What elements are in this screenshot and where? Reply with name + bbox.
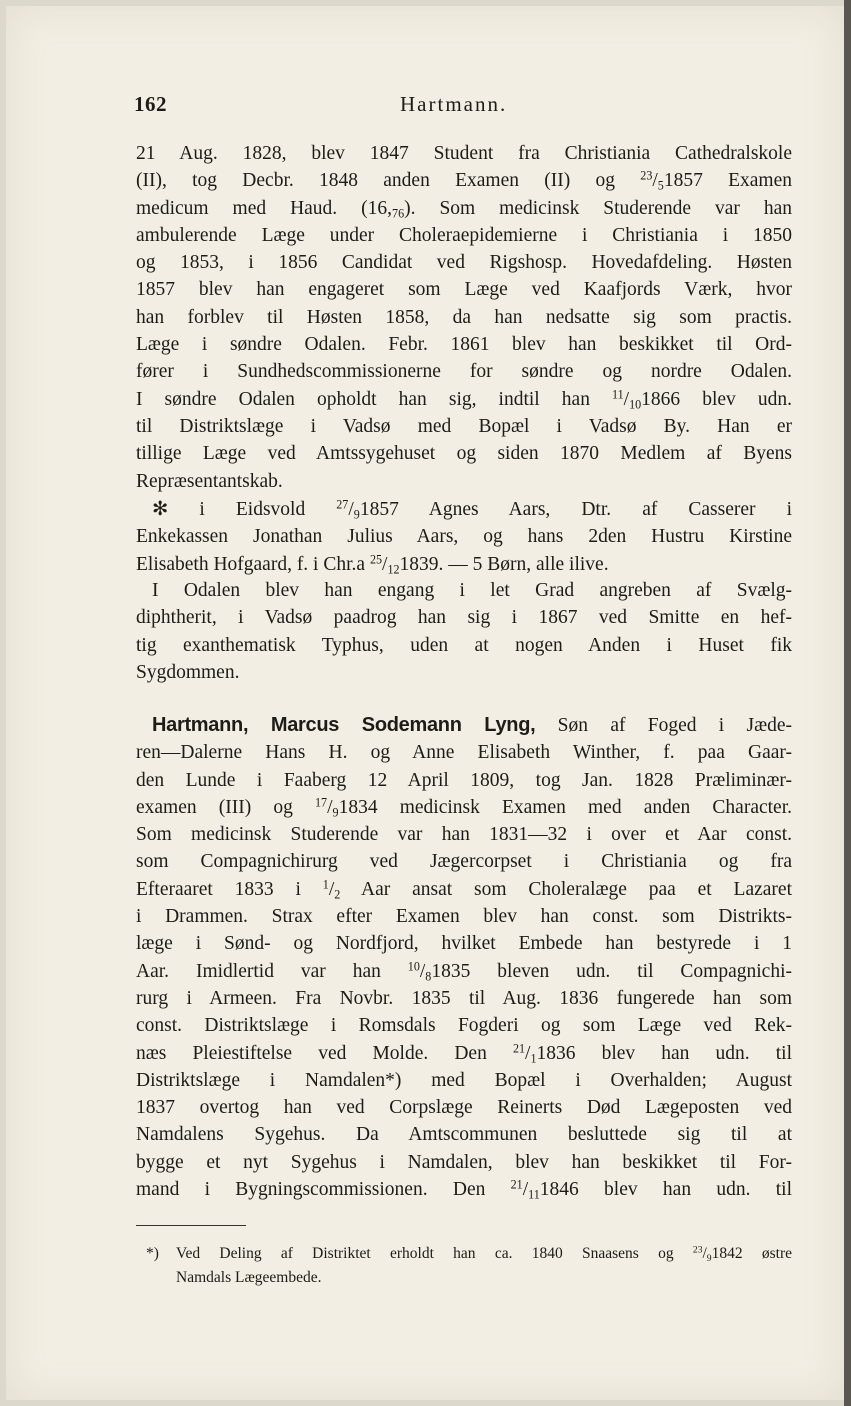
date-day: 27 bbox=[336, 497, 349, 512]
text-line: Distriktslæge i Namdalen*) med Bopæl i Overhalden; August bbox=[136, 1069, 792, 1091]
text-line bbox=[136, 167, 792, 194]
date-day: 23 bbox=[640, 168, 653, 183]
date-slash: / bbox=[382, 553, 388, 575]
text-segment: Aar ansat som Choleralæge paa et Lazaret bbox=[340, 878, 792, 900]
text-line: rurg i Armeen. Fra Novbr. 1835 til Aug. 1836 fungerede han som bbox=[136, 987, 792, 1009]
date-month: 1 bbox=[530, 1051, 537, 1066]
date-slash: / bbox=[522, 1179, 529, 1201]
text-line: fører i Sundhedscommissionerne for søndre og nordre Odalen. bbox=[136, 361, 792, 383]
text-segment: 1846 blev han udn. til bbox=[539, 1179, 792, 1201]
text-segment: ✻ i Eidsvold bbox=[152, 499, 337, 520]
text-line: bygge et nyt Sygehus i Namdalen, blev han beskikket til For- bbox=[136, 1151, 792, 1173]
date-slash: / bbox=[623, 388, 630, 410]
date-month: 10 bbox=[629, 397, 642, 412]
text-segment: examen (III) og bbox=[136, 796, 316, 818]
paragraph-career bbox=[136, 140, 792, 495]
date-day: 23 bbox=[692, 1244, 703, 1256]
text-line bbox=[136, 876, 792, 903]
text-segment: Efteraaret 1833 i bbox=[136, 878, 323, 900]
text-segment: 1857 Examen bbox=[663, 170, 792, 192]
date-slash: / bbox=[652, 170, 658, 192]
text-line: 1837 overtog han ved Corpslæge Reinerts Død Lægeposten ved bbox=[136, 1097, 792, 1119]
text-line bbox=[136, 1176, 792, 1203]
text-line: den Lunde i Faaberg 12 April 1809, tog Jan. 1828 Præliminær- bbox=[136, 769, 792, 791]
text-line: tig exanthematisk Typhus, uden at nogen Anden i Huset fik bbox=[136, 634, 792, 656]
entry-marcus-hartmann bbox=[136, 712, 792, 1203]
date-day: 11 bbox=[612, 387, 624, 402]
text-segment: Aar. Imidlertid var han bbox=[136, 960, 408, 982]
text-line bbox=[136, 195, 792, 222]
date-slash: / bbox=[525, 1042, 531, 1064]
date-slash: / bbox=[702, 1245, 707, 1262]
grade-subscript: 76 bbox=[392, 206, 405, 221]
footnote-rule bbox=[136, 1225, 246, 1226]
date-month: 9 bbox=[332, 805, 339, 820]
date-slash: / bbox=[419, 960, 426, 982]
text-line: tillige Læge ved Amtssygehuset og siden 1870 Medlem af Byens bbox=[136, 443, 792, 465]
date-day: 10 bbox=[407, 959, 420, 974]
text-line: Læge i søndre Odalen. Febr. 1861 blev han beskikket til Ord- bbox=[136, 334, 792, 356]
text-segment: I søndre Odalen opholdt han sig, indtil han bbox=[136, 388, 613, 410]
running-head: Hartmann. bbox=[400, 92, 508, 116]
date-month: 8 bbox=[425, 969, 432, 984]
text-line: læge i Sønd- og Nordfjord, hvilket Embede han bestyrede i 1 bbox=[136, 933, 792, 955]
text-line: Namdals Lægeembede. bbox=[176, 1269, 322, 1286]
text-segment: ). Som medicinsk Studerende var han bbox=[404, 197, 793, 219]
text-line: Repræsentantskab. bbox=[136, 470, 283, 492]
text-line: const. Distriktslæge i Romsdals Fogderi og som Læge ved Rek- bbox=[136, 1015, 792, 1037]
date-day: 17 bbox=[315, 795, 328, 810]
text-line bbox=[136, 794, 792, 821]
text-line: ren—Dalerne Hans H. og Anne Elisabeth Winther, f. paa Gaar- bbox=[136, 742, 792, 764]
text-line: ambulerende Læge under Choleraepidemierne i Christiania i 1850 bbox=[136, 224, 792, 246]
text-line: 21 Aug. 1828, blev 1847 Student fra Christiania Cathedralskole bbox=[136, 143, 792, 164]
text-line: han forblev til Høsten 1858, da han nedsatte sig som practis. bbox=[136, 306, 792, 328]
text-line: I Odalen blev han engang i let Grad angreben af Svælg- bbox=[152, 580, 792, 601]
text-segment: 1835 bleven udn. til Compagnichi- bbox=[431, 960, 792, 982]
page-header bbox=[128, 90, 798, 120]
text-segment: (II), tog Decbr. 1848 anden Examen (II) og bbox=[136, 170, 641, 192]
text-segment: 1839. — 5 Børn, alle ilive. bbox=[399, 553, 609, 575]
text-line: og 1853, i 1856 Candidat ved Rigshosp. Hovedafdeling. Høsten bbox=[136, 252, 792, 274]
text-line bbox=[136, 1040, 792, 1067]
fraction-denominator: 2 bbox=[334, 887, 341, 902]
fraction-slash: / bbox=[328, 878, 335, 900]
text-line: Sygdommen. bbox=[136, 661, 240, 683]
date-day: 21 bbox=[510, 1177, 523, 1192]
text-segment: medicum med Haud. (16, bbox=[136, 197, 393, 219]
date-slash: / bbox=[327, 796, 333, 818]
text-segment: 1842 østre bbox=[711, 1245, 792, 1262]
page-edge bbox=[844, 0, 851, 1406]
date-day: 21 bbox=[512, 1040, 526, 1055]
text-segment: 1866 blev udn. bbox=[641, 388, 792, 410]
text-line: som Compagnichirurg ved Jægercorpset i Christiania og fra bbox=[136, 851, 792, 873]
date-month: 5 bbox=[657, 178, 664, 193]
text-line: Enkekassen Jonathan Julius Aars, og hans 2den Hustru Kirstine bbox=[136, 526, 792, 548]
date-day: 25 bbox=[369, 551, 383, 566]
text-line bbox=[136, 496, 792, 523]
text-line: i Drammen. Strax efter Examen blev han const. som Distrikts- bbox=[136, 906, 792, 928]
text-segment: Elisabeth Hofgaard, f. i Chr.a bbox=[136, 553, 370, 575]
date-month: 9 bbox=[353, 507, 360, 522]
date-month: 12 bbox=[387, 562, 400, 577]
text-line bbox=[136, 386, 792, 413]
text-segment: næs Pleiestiftelse ved Molde. Den bbox=[136, 1042, 513, 1064]
text-segment: 1857 Agnes Aars, Dtr. af Casserer i bbox=[359, 499, 792, 520]
text-line bbox=[146, 1242, 792, 1266]
fraction-numerator: 1 bbox=[322, 877, 329, 892]
entry-name: Hartmann, Marcus Sodemann Lyng, bbox=[152, 714, 536, 736]
date-month: 9 bbox=[706, 1252, 712, 1264]
paragraph-marriage bbox=[136, 496, 792, 578]
text-segment: Ved Deling af Distriktet erholdt han ca. 1840 Snaasens og bbox=[176, 1245, 693, 1262]
date-month: 11 bbox=[528, 1187, 540, 1202]
book-page bbox=[6, 6, 844, 1400]
footnote bbox=[146, 1242, 792, 1290]
text-segment: 1834 medicinsk Examen med anden Character. bbox=[338, 796, 792, 818]
text-line: diphtherit, i Vadsø paadrog han sig i 1867 ved Smitte en hef- bbox=[136, 607, 792, 629]
text-segment: mand i Bygningscommissionen. Den bbox=[136, 1179, 511, 1201]
text-line bbox=[136, 551, 792, 578]
footnote-mark: *) bbox=[146, 1245, 159, 1262]
paragraph-illness bbox=[136, 577, 792, 686]
date-slash: / bbox=[348, 499, 354, 520]
text-line: 1857 blev han engageret som Læge ved Kaafjords Værk, hvor bbox=[136, 279, 792, 301]
text-line bbox=[136, 958, 792, 985]
page-number: 162 bbox=[134, 92, 167, 116]
text-segment: Søn af Foged i Jæde- bbox=[535, 715, 793, 736]
text-line: til Distriktslæge i Vadsø med Bopæl i Vadsø By. Han er bbox=[136, 415, 792, 437]
text-line: Som medicinsk Studerende var han 1831—32 i over et Aar const. bbox=[136, 824, 792, 846]
text-line: Namdalens Sygehus. Da Amtscommunen besluttede sig til at bbox=[136, 1124, 792, 1146]
text-line bbox=[136, 712, 792, 739]
text-segment: 1836 blev han udn. til bbox=[536, 1042, 793, 1064]
